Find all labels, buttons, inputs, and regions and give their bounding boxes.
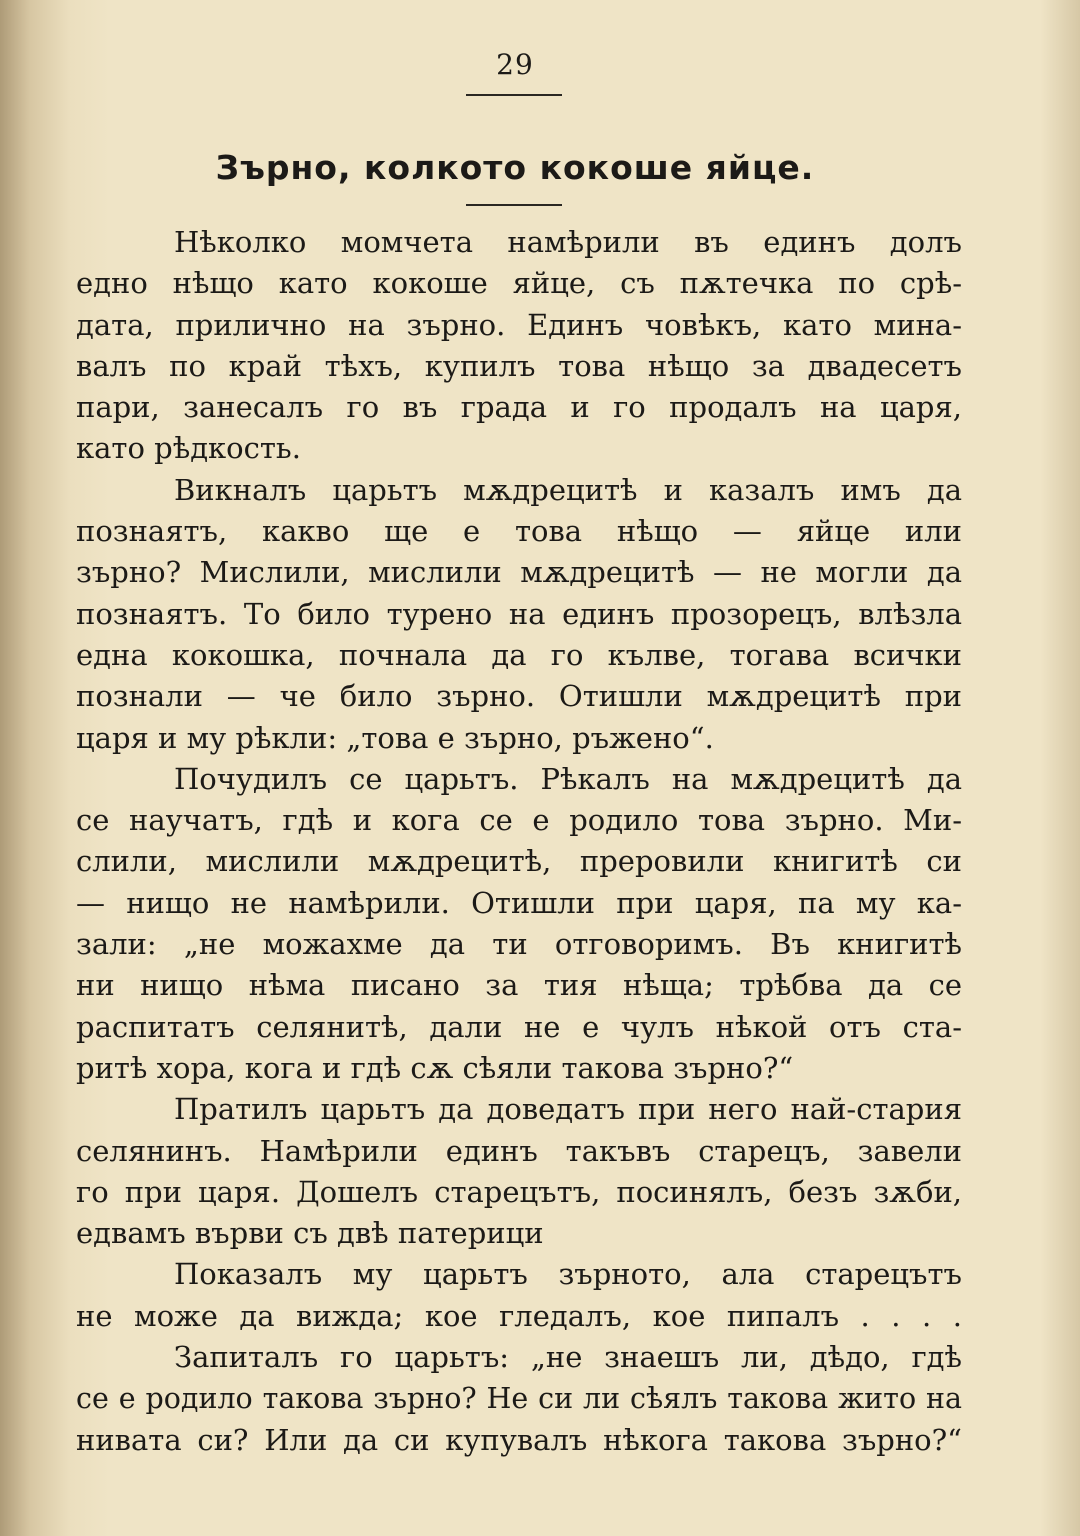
text-line: зали: „не можахме да ти отговоримъ. Въ книгитѣ: [76, 927, 962, 962]
text-line: ни нищо нѣма писано за тия нѣща; трѣбва да се: [76, 968, 962, 1003]
text-line: познаятъ, какво ще е това нѣщо — яйце или: [76, 514, 962, 549]
text-line: распитатъ селянитѣ, дали не е чулъ нѣкой отъ ста-: [76, 1009, 962, 1044]
page-number-rule: [466, 94, 562, 96]
text-line: — нищо не намѣрили. Отишли при царя, па му ка-: [76, 885, 962, 920]
text-line: зърно? Мислили, мислили мѫдрецитѣ — не могли да: [76, 555, 962, 590]
text-line: се научатъ, гдѣ и кога се е родило това зърно. Ми-: [76, 803, 962, 838]
text-line: Нѣколко момчета намѣрили въ единъ долъ: [174, 225, 962, 259]
text-line: Почудилъ се царьтъ. Рѣкалъ на мѫдрецитѣ да: [174, 761, 962, 796]
text-line: Викналъ царьтъ мѫдрецитѣ и казалъ имъ да: [174, 472, 962, 507]
text-line: ритѣ хора, кога и гдѣ сѫ сѣяли такова зърно?“: [76, 1050, 794, 1085]
text-line: царя и му рѣкли: „това е зърно, ръжено“.: [76, 720, 714, 755]
body-text: [76, 222, 962, 1461]
text-line: валъ по край тѣхъ, купилъ това нѣщо за двадесетъ: [76, 348, 962, 383]
text-line: не може да вижда; кое гледалъ, кое пипалъ . . . .: [76, 1298, 962, 1333]
chapter-title: Зърно, колкото кокоше яйце.: [215, 148, 815, 187]
page-number: 29: [496, 48, 534, 81]
text-line: го при царя. Дошелъ старецътъ, посинялъ, безъ зѫби,: [76, 1174, 962, 1209]
text-line: едвамъ върви съ двѣ патерици: [76, 1216, 544, 1251]
text-line: дата, прилично на зърно. Единъ човѣкъ, като мина-: [76, 307, 962, 342]
text-line: Пратилъ царьтъ да доведатъ при него най-стария: [174, 1092, 962, 1127]
text-line: селянинъ. Намѣрили единъ такъвъ старецъ, завели: [76, 1133, 962, 1168]
title-rule: [466, 204, 562, 206]
text-line: пари, занесалъ го въ града и го продалъ на царя,: [76, 390, 962, 425]
text-line: като рѣдкость.: [76, 431, 301, 466]
text-line: една кокошка, почнала да го кълве, тогава всички: [76, 637, 962, 672]
text-line: познаятъ. То било турено на единъ прозорецъ, влѣзла: [76, 596, 962, 631]
text-line: Показалъ му царьтъ зърното, ала старецътъ: [174, 1257, 962, 1292]
text-line: Запиталъ го царьтъ: „не знаешъ ли, дѣдо, гдѣ: [174, 1340, 962, 1375]
text-line: едно нѣщо като кокоше яйце, съ пѫтечка по срѣ-: [76, 266, 962, 301]
text-line: се е родило такова зърно? Не си ли сѣялъ такова жито на: [76, 1382, 962, 1416]
text-line: слили, мислили мѫдрецитѣ, преровили книгитѣ си: [76, 844, 962, 879]
text-line: познали — че било зърно. Отишли мѫдрецитѣ при: [76, 679, 962, 714]
text-line: нивата си? Или да си купувалъ нѣкога такова зърно?“: [76, 1422, 962, 1457]
